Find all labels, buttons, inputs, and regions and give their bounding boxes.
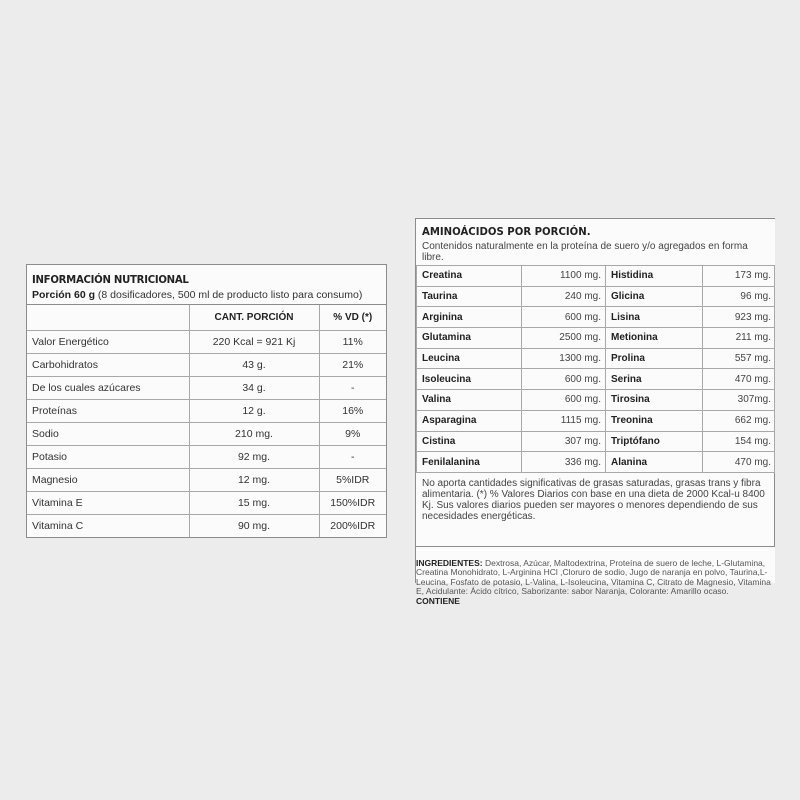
amino-name: Tirosina [606,390,703,411]
amino-amount: 1115 mg. [522,410,606,431]
nutrition-row [27,468,386,491]
amino-amount: 600 mg. [522,390,606,411]
nutrient-amount: 220 Kcal = 921 Kj [189,330,319,353]
amino-row [417,266,775,287]
nutrient-name: Vitamina C [27,514,189,537]
amino-amount: 923 mg. [703,307,775,328]
nutrition-row [27,353,386,376]
amino-name: Cistina [417,431,522,452]
amino-name: Prolina [606,348,703,369]
amino-amount: 2500 mg. [522,328,606,349]
amino-amount: 173 mg. [703,266,775,287]
nutrient-amount: 92 mg. [189,445,319,468]
nutrition-title: INFORMACIÓN NUTRICIONAL [32,273,189,286]
amino-row [417,431,775,452]
nutrition-facts-panel [26,264,387,538]
nutrient-amount: 210 mg. [189,422,319,445]
nutrition-table-header [27,305,386,330]
amino-name: Arginina [417,307,522,328]
nutrient-vd: - [319,376,386,399]
nutrient-name: Carbohidratos [27,353,189,376]
amino-name: Fenilalanina [417,452,522,473]
nutrient-name: De los cuales azúcares [27,376,189,399]
amino-name: Isoleucina [417,369,522,390]
nutrient-vd: 150%IDR [319,491,386,514]
amino-amount: 154 mg. [703,431,775,452]
amino-name: Histidina [606,266,703,287]
amino-row [417,307,775,328]
nutrient-vd: 9% [319,422,386,445]
amino-amount: 336 mg. [522,452,606,473]
nutrient-vd: 200%IDR [330,519,376,532]
nutrient-name: Magnesio [27,468,189,491]
nutrition-header [27,265,386,305]
amino-amount: 1300 mg. [522,348,606,369]
amino-amount: 211 mg. [703,328,775,349]
nutrient-name: Vitamina E [27,491,189,514]
amino-subtitle: Contenidos naturalmente en la proteína de suero y/o agregados en forma libre. [422,241,748,263]
nutrient-name: Valor Energético [27,330,189,353]
amino-amount: 307 mg. [522,431,606,452]
amino-amount: 600 mg. [522,307,606,328]
nutrition-row [27,422,386,445]
ingredients-text: Dextrosa, Azúcar, Maltodextrina, Proteína de suero de leche, L-Glutamina, Creatina Monohidrato, L-Arginina HCl ,Cloruro de sodio, Jugo de naranja en polvo, Taurina,L-Leucina, Fosfato de potasio, L-Valina, L-Isoleucina, Vitamina C, Citrato de Magnesio, Vitamina E, Acidulante: Ácido cítrico, Saborizante: sabor Naranja, Colorante: Amarillo ocaso. [416,557,771,597]
amino-row [417,286,775,307]
ingredients-contains: CONTIENE [416,595,460,606]
amino-name: Glicina [606,286,703,307]
nutrient-vd: - [319,445,386,468]
nutrition-row [27,330,386,353]
amino-amount: 662 mg. [703,410,775,431]
nutrient-amount: 43 g. [189,353,319,376]
amino-table [416,265,775,473]
amino-amount: 307mg. [703,390,775,411]
nutrition-row [27,376,386,399]
amino-name: Valina [417,390,522,411]
amino-amount: 96 mg. [703,286,775,307]
amino-name: Lisina [606,307,703,328]
amino-amount: 1100 mg. [522,266,606,287]
amino-name: Metionina [606,328,703,349]
nutrient-amount: 12 mg. [189,468,319,491]
amino-name: Triptófano [606,431,703,452]
nutrient-vd: 16% [319,399,386,422]
nutrition-row [27,491,386,514]
column-header-nutrient [27,305,189,330]
column-header-amount: CANT. PORCIÓN [189,305,319,330]
column-header-vd: % VD (*) [319,305,386,330]
nutrient-vd: 11% [319,330,386,353]
amino-row [417,348,775,369]
nutrition-row [27,514,386,537]
amino-name: Treonina [606,410,703,431]
nutrition-row [27,445,386,468]
nutrient-name: Proteínas [27,399,189,422]
amino-row [417,390,775,411]
portion-detail: (8 dosificadores, 500 ml de producto listo para consumo) [95,289,363,301]
ingredients-label: INGREDIENTES: [416,557,483,568]
nutrient-vd: 21% [319,353,386,376]
portion-info [32,289,386,301]
nutrient-amount: 15 mg. [189,491,319,514]
ingredients [416,547,775,606]
amino-name: Asparagina [417,410,522,431]
amino-amount: 470 mg. [703,369,775,390]
nutrition-row [27,399,386,422]
amino-row [417,369,775,390]
amino-name: Taurina [417,286,522,307]
amino-name: Serina [606,369,703,390]
amino-amount: 470 mg. [703,452,775,473]
nutrient-amount: 90 mg. [189,514,319,537]
nutrient-amount: 34 g. [189,376,319,399]
nutrient-amount: 12 g. [189,399,319,422]
portion-size: Porción 60 g [32,289,96,301]
amino-title: AMINOÁCIDOS POR PORCIÓN. [422,225,591,238]
amino-name: Alanina [606,452,703,473]
amino-row [417,452,775,473]
amino-name: Leucina [417,348,522,369]
amino-row [417,410,775,431]
amino-amount: 240 mg. [522,286,606,307]
amino-amount: 600 mg. [522,369,606,390]
amino-acids-panel [415,218,775,606]
amino-header [416,219,775,265]
nutrient-name: Sodio [27,422,189,445]
nutrition-table [27,305,386,537]
amino-row [417,328,775,349]
nutrition-footnote: No aporta cantidades significativas de grasas saturadas, grasas trans y fibra alimentaria. (*) % Valores Diarios con base en una dieta de 2000 Kcal-u 8400 Kj. Sus valores diarios pueden ser mayores o menores dependiendo de sus necesidades energéticas. [416,473,775,547]
amino-name: Creatina [417,266,522,287]
amino-name: Glutamina [417,328,522,349]
amino-amount: 557 mg. [703,348,775,369]
nutrient-vd: 5%IDR [319,468,386,491]
nutrient-name: Potasio [27,445,189,468]
